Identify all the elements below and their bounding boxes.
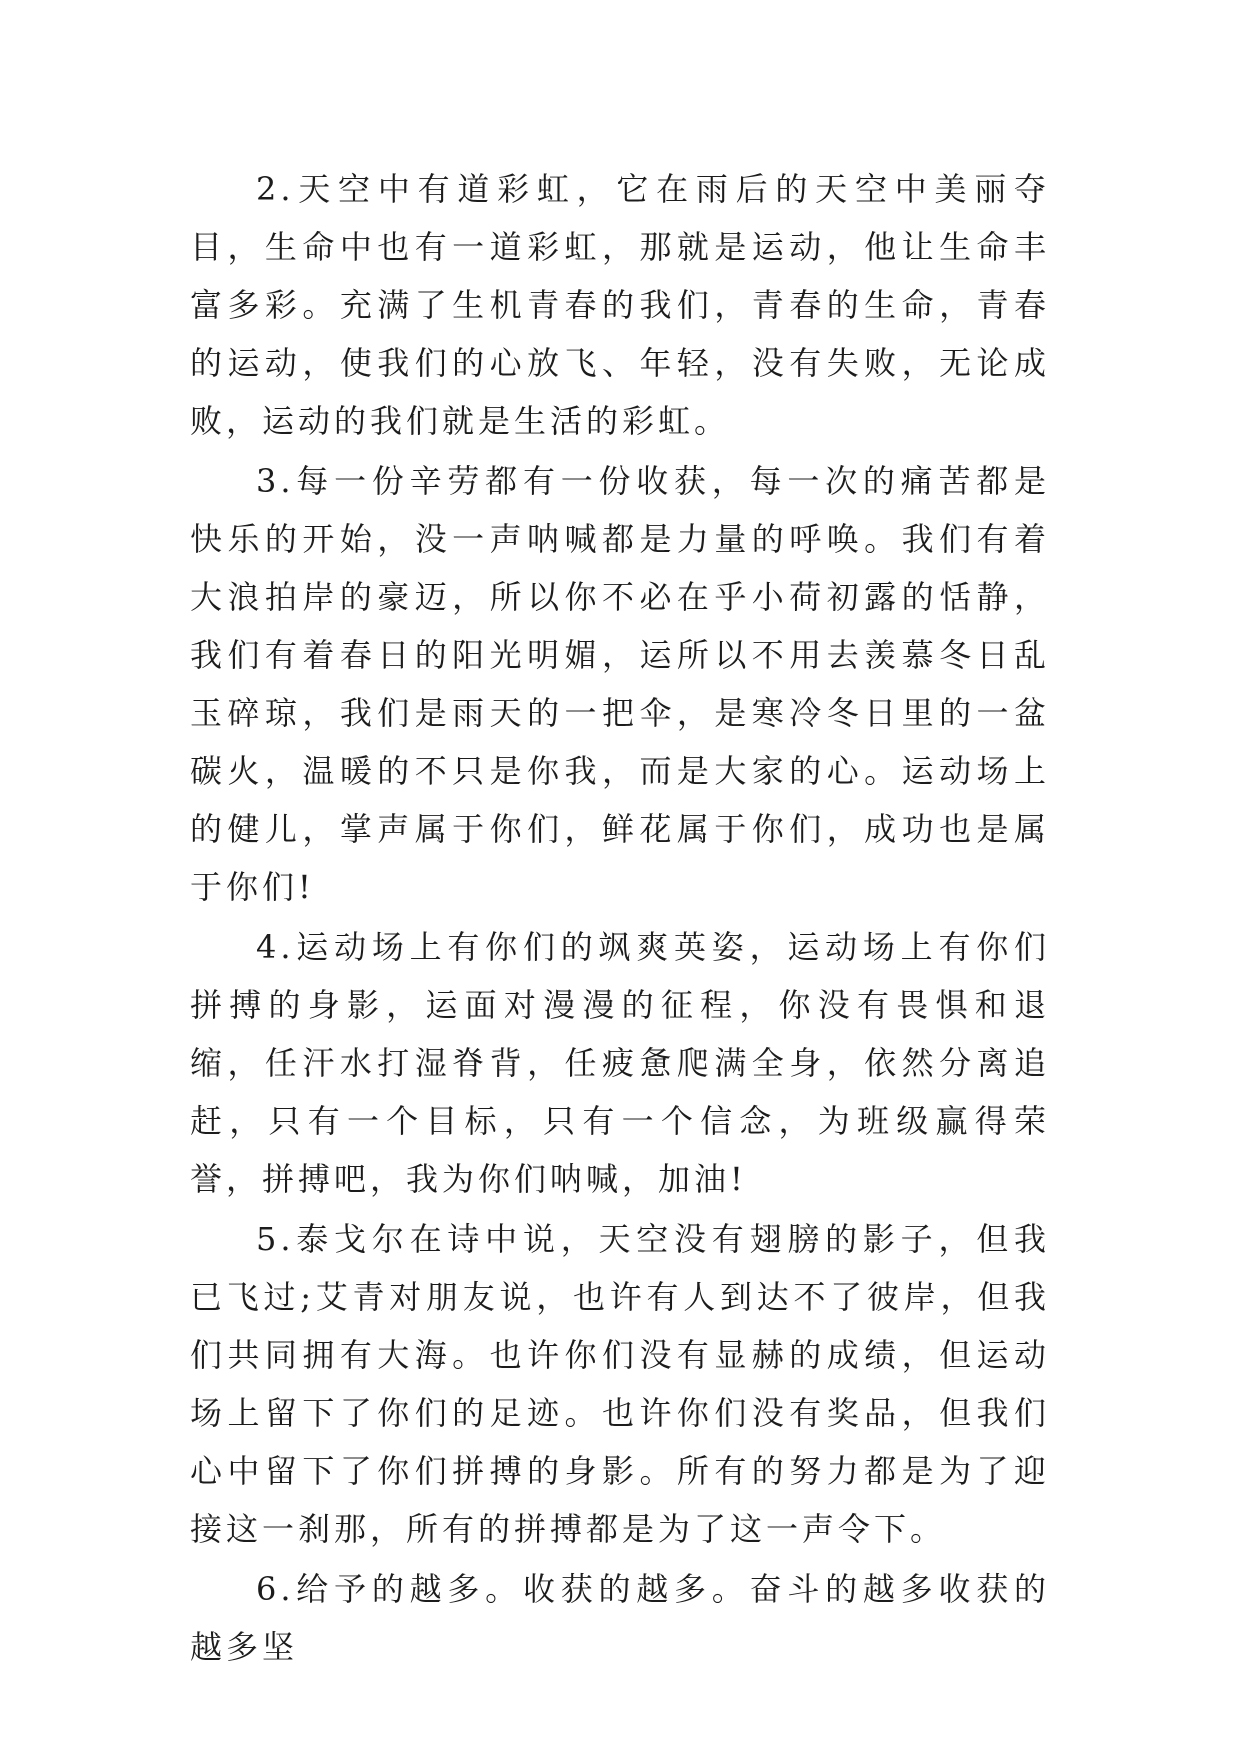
paragraph-2: 2.天空中有道彩虹，它在雨后的天空中美丽夺目，生命中也有一道彩虹，那就是运动，他让生命丰富多彩。充满了生机青春的我们，青春的生命，青春的运动，使我们的心放飞、年轻，没有失败，无论成败，运动的我们就是生活的彩虹。: [190, 170, 1050, 440]
paragraph-5: 5.泰戈尔在诗中说，天空没有翅膀的影子，但我已飞过;艾青对朋友说，也许有人到达不了彼岸，但我们共同拥有大海。也许你们没有显赫的成绩，但运动场上留下了你们的足迹。也许你们没有奖品，但我们心中留下了你们拼搏的身影。所有的努力都是为了迎接这一刹那，所有的拼搏都是为了这一声令下。: [190, 1220, 1050, 1548]
document-body: [190, 160, 1050, 1678]
paragraph-6: 6.给予的越多。收获的越多。奋斗的越多收获的越多坚: [190, 1570, 1050, 1666]
paragraph-3: 3.每一份辛劳都有一份收获，每一次的痛苦都是快乐的开始，没一声呐喊都是力量的呼唤。我们有着大浪拍岸的豪迈，所以你不必在乎小荷初露的恬静，我们有着春日的阳光明媚，运所以不用去羡慕冬日乱玉碎琼，我们是雨天的一把伞，是寒冷冬日里的一盆碳火，温暖的不只是你我，而是大家的心。运动场上的健儿，掌声属于你们，鲜花属于你们，成功也是属于你们!: [190, 462, 1050, 906]
paragraph-4: 4.运动场上有你们的飒爽英姿，运动场上有你们拼搏的身影，运面对漫漫的征程，你没有畏惧和退缩，任汗水打湿脊背，任疲惫爬满全身，依然分离追赶，只有一个目标，只有一个信念，为班级赢得荣誉，拼搏吧，我为你们呐喊，加油!: [190, 928, 1050, 1198]
